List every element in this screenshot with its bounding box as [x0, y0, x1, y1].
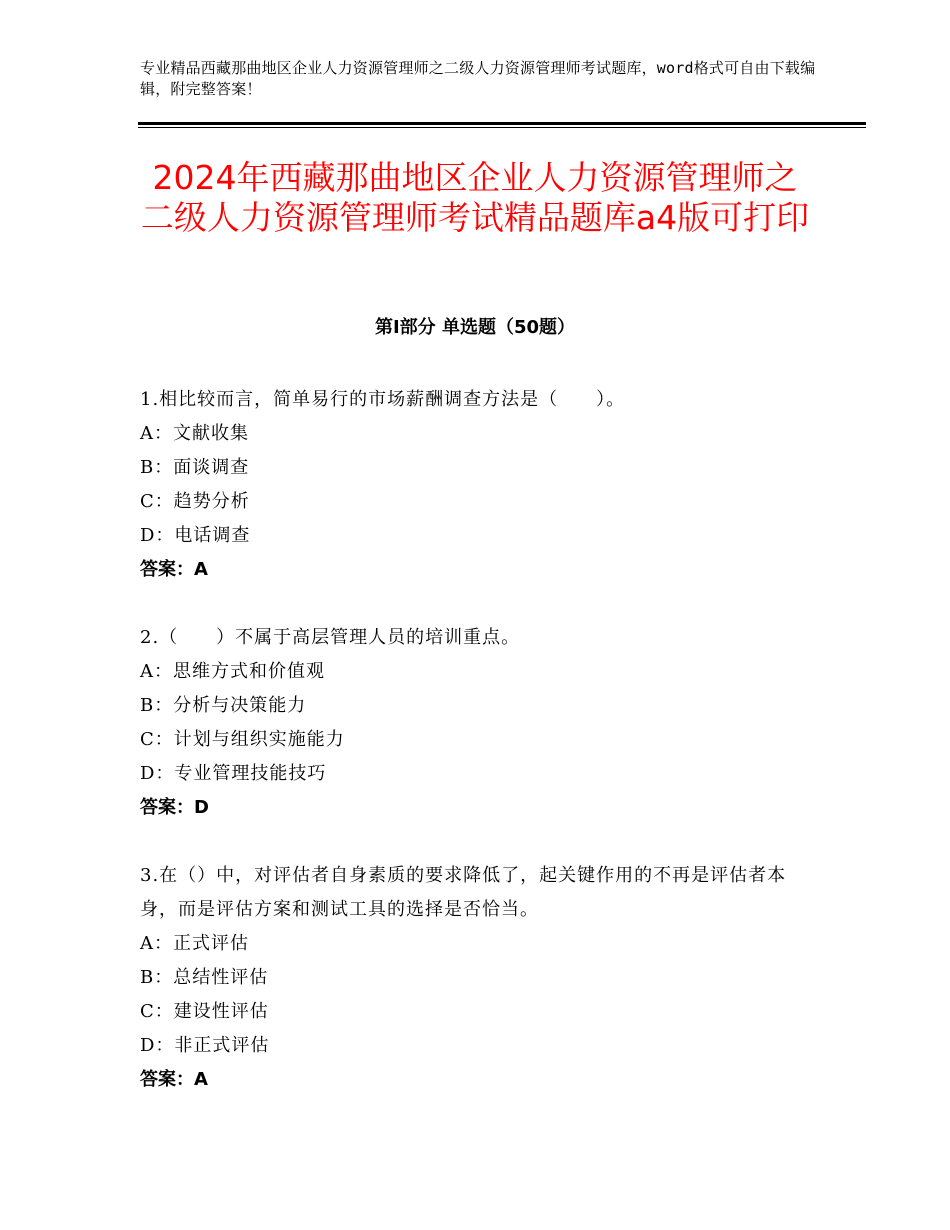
option-a: A：正式评估	[140, 933, 249, 954]
section-heading: 第Ⅰ部分 单选题（50题）	[374, 317, 575, 338]
option-b: B：分析与决策能力	[140, 695, 307, 716]
option-c: C：趋势分析	[140, 491, 250, 512]
question-2	[140, 621, 820, 825]
document-title: 2024年西藏那曲地区企业人力资源管理师之二级人力资源管理师考试精品题库a4版可打印	[140, 158, 810, 237]
option-a: A：文献收集	[140, 423, 249, 444]
question-3	[140, 859, 820, 1097]
answer-line: 答案：D	[140, 797, 209, 818]
answer-line: 答案：A	[140, 559, 208, 580]
answer-line: 答案：A	[140, 1069, 208, 1090]
option-d: D：专业管理技能技巧	[140, 763, 327, 784]
option-c: C：计划与组织实施能力	[140, 729, 345, 750]
option-c: C：建设性评估	[140, 1001, 269, 1022]
header-divider-thick	[138, 122, 866, 125]
option-b: B：总结性评估	[140, 967, 269, 988]
question-stem: 1.相比较而言，简单易行的市场薪酬调查方法是（ ）。	[140, 389, 626, 410]
option-a: A：思维方式和价值观	[140, 661, 325, 682]
question-list	[140, 383, 820, 1131]
question-stem: 2.（ ）不属于高层管理人员的培训重点。	[140, 627, 521, 648]
option-d: D：电话调查	[140, 525, 251, 546]
question-1	[140, 383, 820, 587]
header-note: 专业精品西藏那曲地区企业人力资源管理师之二级人力资源管理师考试题库，word格式可自由下载编辑，附完整答案！	[140, 59, 816, 98]
question-stem: 3.在（）中，对评估者自身素质的要求降低了，起关键作用的不再是评估者本身，而是评估方案和测试工具的选择是否恰当。	[140, 865, 787, 920]
option-b: B：面谈调查	[140, 457, 250, 478]
header-divider-thin	[138, 127, 866, 128]
option-d: D：非正式评估	[140, 1035, 270, 1056]
